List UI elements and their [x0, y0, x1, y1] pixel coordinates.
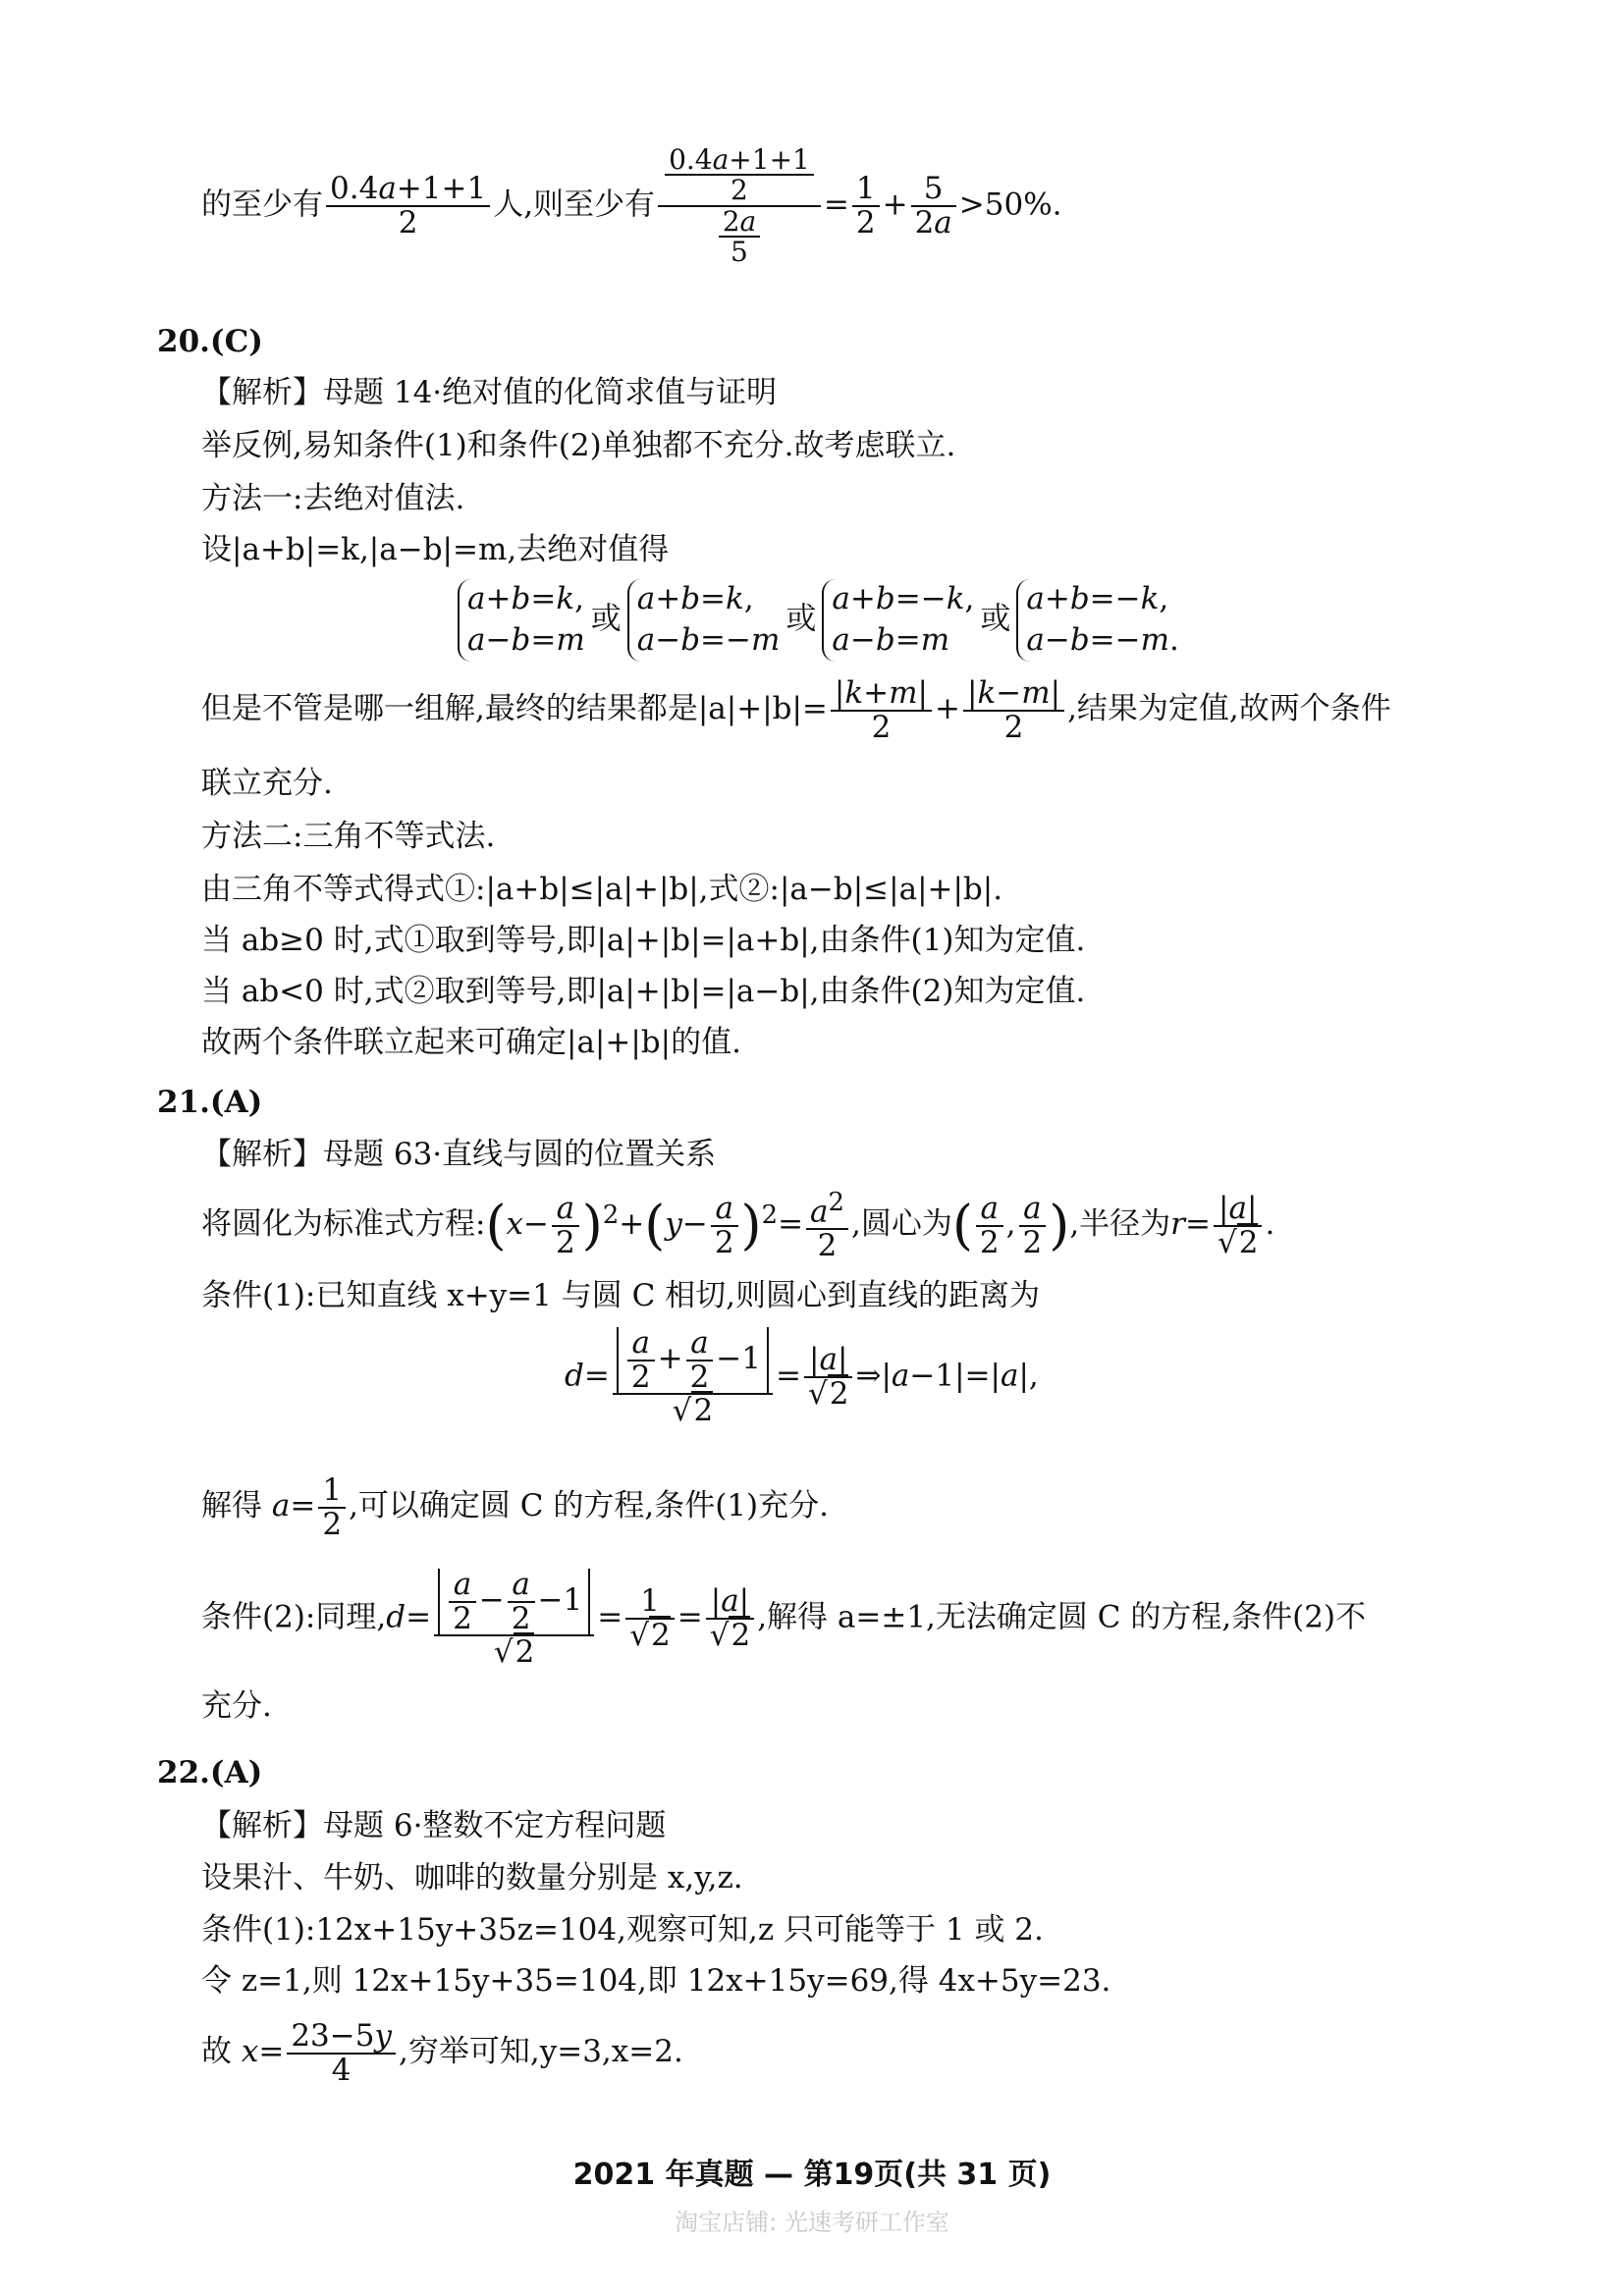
- q20-tag: 【解析】母题 14·绝对值的化简求值与证明: [201, 375, 778, 410]
- q20-line-7: 由三角不等式得式①:|a+b|≤|a|+|b|,式②:|a−b|≤|a|+|b|.: [201, 872, 1003, 907]
- q21-line-4: 解得 a= $\frac{1}{2}$ ,可以确定圆 C 的方程,条件(1)充分.: [201, 1472, 829, 1542]
- q21-line-5: 条件(2):同理,d= $\frac{a}{2}$ − $\frac{a}{2}$ −1 √2 = $\frac{1}{√2}$ = $\frac{|a|}{√2}$ ,解得 a=±1,无法确定圆 C 的方程,条件(2)不: [201, 1567, 1367, 1671]
- complex-fraction: $\frac{\frac{0.4a+1+1}{2}}{\frac{2a}{5}}$: [658, 145, 821, 267]
- q21-line-1a: 将圆化为标准式方程:: [201, 1206, 486, 1243]
- watermark: 淘宝店铺: 光速考研工作室: [675, 2209, 949, 2236]
- or-word: 或: [590, 601, 622, 637]
- q20-line-4b: ,结果为定值,故两个条件: [1067, 691, 1391, 727]
- q20-equation-systems: a+b=k, a−b=m或a+b=k, a−b=−m或a+b=−k, a−b=m或a+b=−k, a−b=−m.: [452, 579, 1185, 662]
- q20-line-2: 方法一:去绝对值法.: [201, 481, 465, 516]
- top-formula-line: 的至少有 $\frac{0.4a+1+1}{2}$ 人,则至少有 $\frac{\frac{0.4a+1+1}{2}}{\frac{2a}{5}}$ = $\frac{1}{2}$ + $\frac{5}{2a}$ >50%.: [201, 143, 1062, 269]
- page-footer: 2021 年真题 — 第19页(共 31 页): [572, 2158, 1052, 2192]
- q22-line-1: 设果汁、牛奶、咖啡的数量分别是 x,y,z.: [201, 1860, 743, 1896]
- q22-line-4a: 故: [201, 2034, 232, 2070]
- q20-line-5: 联立充分.: [201, 766, 333, 801]
- q20-line-9: 当 ab<0 时,式②取到等号,即|a|+|b|=|a−b|,由条件(2)知为定值.: [201, 974, 1086, 1009]
- q21-line-4a: 解得: [201, 1488, 262, 1524]
- q22-line-4: 故 x= $\frac{23-5y}{4}$ ,穷举可知,y=3,x=2.: [201, 2018, 683, 2088]
- q21-line-5b: ,解得 a=±1,无法确定圆 C 的方程,条件(2)不: [757, 1599, 1367, 1635]
- or-word: 或: [785, 601, 817, 637]
- q20-line-6: 方法二:三角不等式法.: [201, 819, 496, 854]
- q20-line-3: 设|a+b|=k,|a−b|=m,去绝对值得: [201, 532, 670, 567]
- q21-tag: 【解析】母题 63·直线与圆的位置关系: [201, 1137, 717, 1172]
- q21-heading: 21.(A): [157, 1085, 263, 1120]
- q20-heading: 20.(C): [157, 324, 263, 359]
- q20-line-1: 举反例,易知条件(1)和条件(2)单独都不充分.故考虑联立.: [201, 428, 956, 463]
- q21-line-1c: ,半径为: [1069, 1206, 1171, 1243]
- top-text-3: >50%.: [958, 187, 1062, 223]
- q22-line-2: 条件(1):12x+15y+35z=104,观察可知,z 只可能等于 1 或 2.: [201, 1912, 1044, 1948]
- q21-line-2: 条件(1):已知直线 x+y=1 与圆 C 相切,则圆心到直线的距离为: [201, 1278, 1041, 1313]
- q22-line-3: 令 z=1,则 12x+15y+35=104,即 12x+15y=69,得 4x+5y=23.: [201, 1963, 1111, 1999]
- top-text-2: 人,则至少有: [493, 187, 656, 223]
- q22-line-4b: ,穷举可知,y=3,x=2.: [399, 2034, 683, 2070]
- q20-line-4: 但是不管是哪一组解,最终的结果都是|a|+|b|= $\frac{|k+m|}{2}$ + $\frac{|k-m|}{2}$ ,结果为定值,故两个条件: [201, 675, 1391, 745]
- q21-line-4b: ,可以确定圆 C 的方程,条件(1)充分.: [349, 1488, 829, 1524]
- q21-distance-formula: d= $\frac{a}{2}$ + $\frac{a}{2}$ −1 √2 = $\frac{|a|}{√2}$ ⇒|a−1|=|a|,: [565, 1325, 1039, 1429]
- or-word: 或: [980, 601, 1011, 637]
- q20-line-10: 故两个条件联立起来可确定|a|+|b|的值.: [201, 1025, 741, 1060]
- q21-line-1b: ,圆心为: [850, 1206, 952, 1243]
- q22-tag: 【解析】母题 6·整数不定方程问题: [201, 1808, 667, 1843]
- q21-line-5a: 条件(2):同理,: [201, 1599, 387, 1635]
- q20-line-8: 当 ab≥0 时,式①取到等号,即|a|+|b|=|a+b|,由条件(1)知为定值.: [201, 923, 1086, 958]
- top-text-1: 的至少有: [201, 187, 323, 223]
- fraction: $\frac{0.4a+1+1}{2}$: [326, 173, 490, 239]
- q20-line-4a: 但是不管是哪一组解,最终的结果都是|a|+|b|=: [201, 691, 828, 727]
- q22-heading: 22.(A): [157, 1755, 263, 1790]
- q21-line-6: 充分.: [201, 1688, 272, 1724]
- q21-line-1: 将圆化为标准式方程:(x− $\frac{a}{2}$ )$^2$+(y− $\frac{a}{2}$ )$^2$= $\frac{a^2}{2}$ ,圆心为( $\frac{a}{2}$ , $\frac{a}{2}$ ),半径为r= $\frac{|a|}{√2}$ .: [201, 1188, 1275, 1263]
